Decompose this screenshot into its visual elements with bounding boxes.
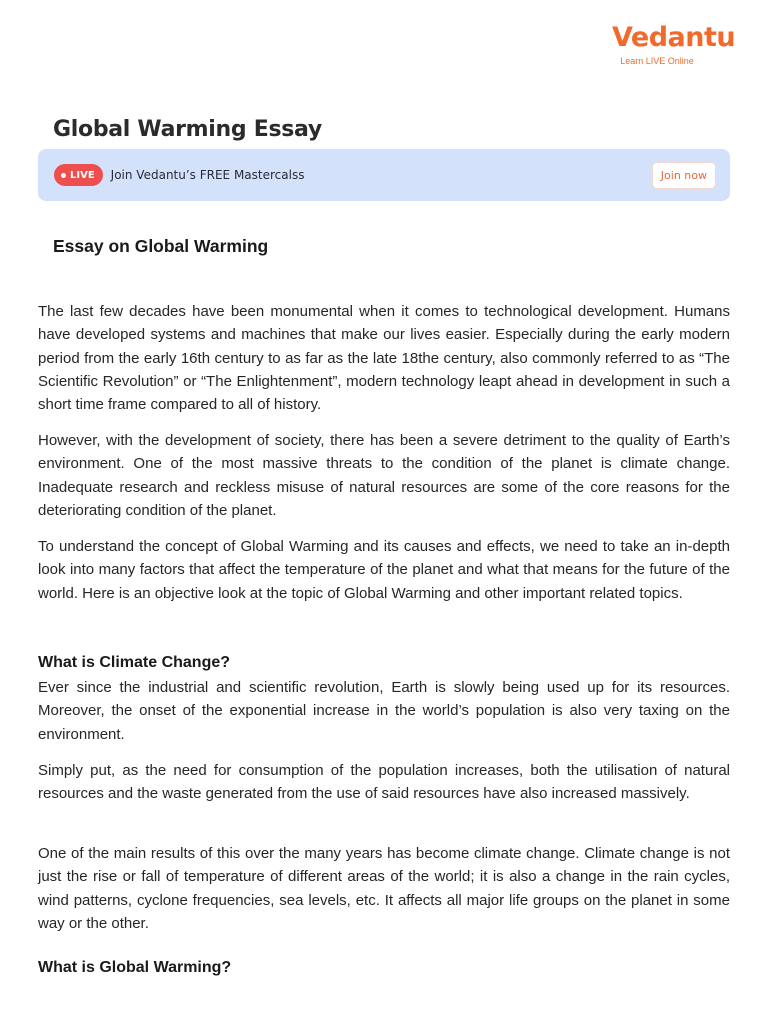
global-warming-heading: What is Global Warming? [38, 959, 232, 976]
climate-change-heading: What is Climate Change? [38, 654, 231, 671]
logo-tagline: Learn LIVE Online [620, 56, 694, 66]
join-now-button[interactable]: Join now [652, 162, 716, 189]
live-dot-icon [61, 173, 66, 178]
page-title: Global Warming Essay [53, 117, 322, 142]
climate-paragraph-2: Simply put, as the need for consumption of the population increases, both the utilisation of natural resources and the waste generated from the use of said resources have also increased massively. [38, 762, 730, 803]
climate-paragraph-3: One of the main results of this over the many years has become climate change. Climate change is not just the rise or fall of temperature of different areas of the world; it is also a change in the rain cycles, wind patterns, cyclone frequencies, sea levels, etc. It affects all major life groups on the planet in some way or the other. [38, 845, 730, 932]
banner-text: Join Vedantu’s FREE Mastercalss [110, 168, 305, 182]
climate-paragraph-1: Ever since the industrial and scientific revolution, Earth is slowly being used up for its resources. Moreover, the onset of the exponential increase in the world’s population is also very taxing on the environment. [38, 679, 730, 743]
masterclass-banner [38, 149, 730, 201]
live-badge [54, 164, 103, 186]
logo-wordmark: Vedantu [612, 22, 736, 53]
essay-heading: Essay on Global Warming [53, 236, 269, 256]
live-badge-label: LIVE [70, 169, 95, 181]
paragraph-intro-1: The last few decades have been monumental when it comes to technological development. Humans have developed systems and machines that make our lives easier. Especially during the early modern period from the early 16th century to as far as the late 18the century, also commonly referred to as “The Scientific Revolution” or “The Enlightenment”, modern technology leapt ahead in development in such a short time frame compared to all of history. [38, 303, 730, 414]
paragraph-intro-2: However, with the development of society, there has been a severe detriment to the quality of Earth’s environment. One of the most massive threats to the condition of the planet is climate change. Inadequate research and reckless misuse of natural resources are some of the core reasons for the deteriorating condition of the planet. [38, 432, 730, 519]
paragraph-intro-3: To understand the concept of Global Warming and its causes and effects, we need to take an in-depth look into many factors that affect the temperature of the planet and what that means for the future of the world. Here is an objective look at the topic of Global Warming and other important related topics. [38, 538, 730, 602]
vedantu-logo [612, 22, 736, 67]
